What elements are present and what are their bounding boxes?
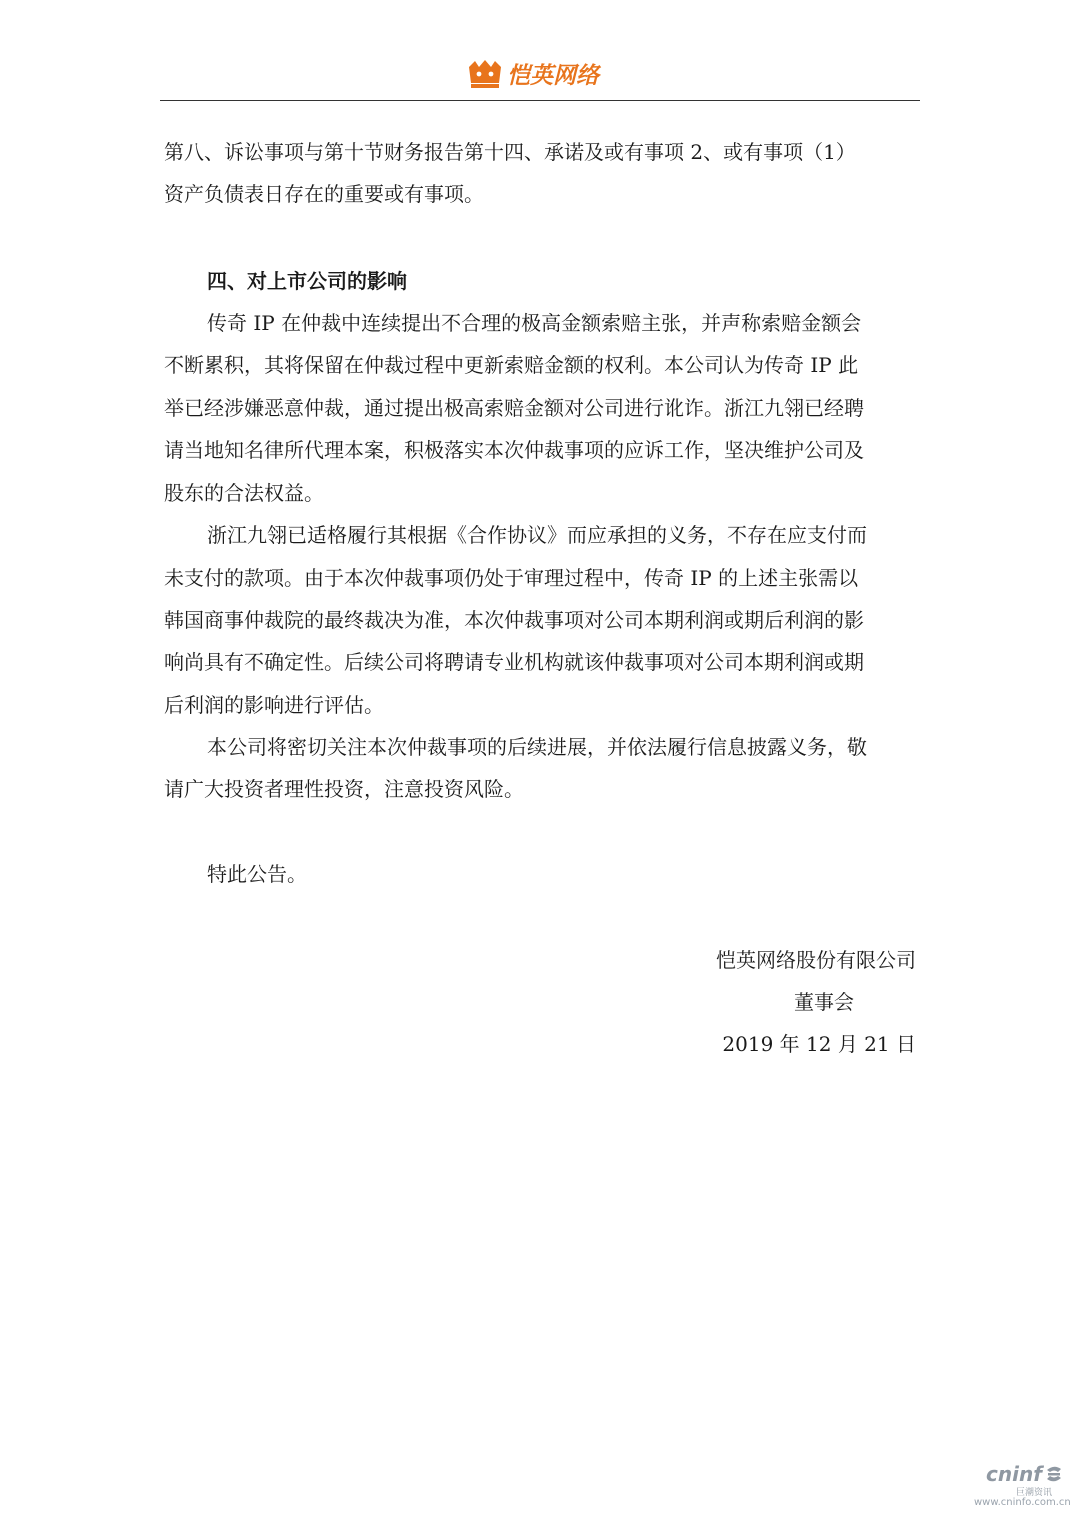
watermark-cn-name: 巨潮资讯 bbox=[1016, 1488, 1053, 1498]
body-line: 本公司将密切关注本次仲裁事项的后续进展，并依法履行信息披露义务，敬 bbox=[207, 735, 867, 759]
body-line: 股东的合法权益。 bbox=[164, 481, 324, 505]
body-line: 未支付的款项。由于本次仲裁事项仍处于审理过程中，传奇 IP 的上述主张需以 bbox=[164, 566, 859, 590]
body-line: 不断累积，其将保留在仲裁过程中更新索赔金额的权利。本公司认为传奇 IP 此 bbox=[164, 353, 859, 377]
cninfo-watermark bbox=[972, 1462, 1072, 1512]
crown-cat-icon bbox=[467, 57, 503, 89]
closing-line: 特此公告。 bbox=[207, 862, 307, 886]
body-line: 请当地知名律所代理本案，积极落实本次仲裁事项的应诉工作，坚决维护公司及 bbox=[164, 438, 864, 462]
signature-board: 董事会 bbox=[794, 990, 854, 1014]
watermark-url: www.cninfo.com.cn bbox=[974, 1497, 1071, 1508]
body-line: 响尚具有不确定性。后续公司将聘请专业机构就该仲裁事项对公司本期利润或期 bbox=[164, 650, 864, 674]
body-line: 韩国商事仲裁院的最终裁决为准，本次仲裁事项对公司本期利润或期后利润的影 bbox=[164, 608, 864, 632]
body-line: 传奇 IP 在仲裁中连续提出不合理的极高金额索赔主张，并声称索赔金额会 bbox=[207, 311, 862, 335]
section-heading: 四、对上市公司的影响 bbox=[207, 269, 407, 293]
watermark-brand: cninf bbox=[986, 1462, 1042, 1486]
cninfo-swirl-icon bbox=[1044, 1464, 1064, 1484]
signature-date: 2019 年 12 月 21 日 bbox=[722, 1032, 916, 1056]
body-line: 举已经涉嫌恶意仲裁，通过提出极高索赔金额对公司进行讹诈。浙江九翎已经聘 bbox=[164, 396, 864, 420]
body-line: 浙江九翎已适格履行其根据《合作协议》而应承担的义务，不存在应支付而 bbox=[207, 523, 867, 547]
body-line: 资产负债表日存在的重要或有事项。 bbox=[164, 182, 484, 206]
body-line: 第八、诉讼事项与第十节财务报告第十四、承诺及或有事项 2、或有事项（1） bbox=[164, 140, 856, 164]
company-logo bbox=[467, 56, 599, 90]
signature-company: 恺英网络股份有限公司 bbox=[716, 948, 916, 972]
logo-text: 恺英网络 bbox=[507, 62, 599, 89]
body-line: 后利润的影响进行评估。 bbox=[164, 693, 384, 717]
body-line: 请广大投资者理性投资，注意投资风险。 bbox=[164, 777, 524, 801]
